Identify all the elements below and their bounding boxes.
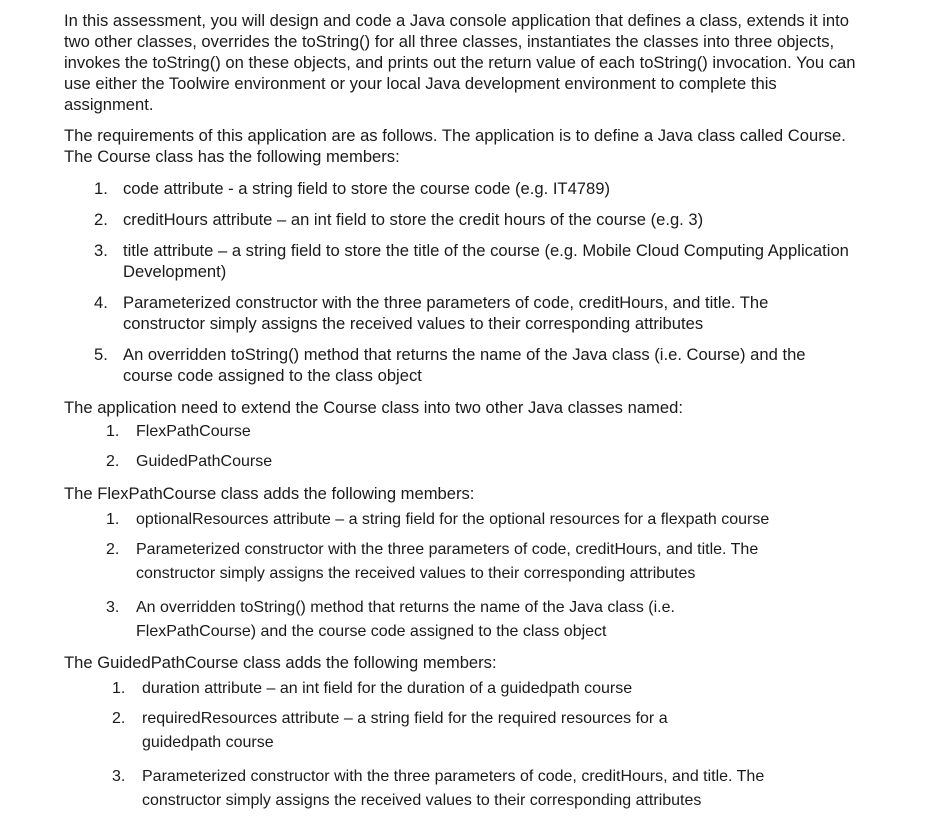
subclasses-list — [106, 421, 272, 481]
list-number: 1. — [112, 680, 126, 697]
list-text: optionalResources attribute – a string field for the optional resources for a flexpath course — [136, 511, 770, 528]
list-number: 3. — [106, 599, 120, 616]
list-item — [94, 240, 854, 282]
list-text: An overridden toString() method that returns the name of the Java class (i.e. FlexPathCourse) and the course code assigned to the class object — [136, 599, 675, 640]
flex-members-list — [106, 508, 846, 644]
requirements-paragraph: The requirements of this application are as follows. The application is to define a Java class called Course. The Course class has the following members: — [64, 126, 846, 166]
list-number: 2. — [106, 541, 120, 558]
list-item — [94, 344, 854, 386]
list-number: 2. — [94, 210, 108, 229]
list-item — [112, 707, 852, 755]
list-item — [94, 292, 854, 334]
list-number: 5. — [94, 345, 108, 364]
list-item — [112, 765, 852, 813]
list-text: Parameterized constructor with the three parameters of code, creditHours, and title. The constructor simply assigns the received values to their corresponding attributes — [142, 768, 765, 809]
list-number: 1. — [94, 179, 108, 198]
list-item — [106, 421, 272, 442]
list-number: 3. — [112, 768, 126, 785]
course-members-list — [94, 178, 854, 396]
list-text: creditHours attribute – an int field to store the credit hours of the course (e.g. 3) — [123, 210, 704, 229]
list-text: An overridden toString() method that returns the name of the Java class (i.e. Course) and the course code assigned to the class object — [123, 345, 806, 385]
list-text: title attribute – a string field to store the title of the course (e.g. Mobile Cloud Computing Application Development) — [123, 241, 849, 281]
list-number: 2. — [112, 710, 126, 727]
flex-heading: The FlexPathCourse class adds the following members: — [64, 484, 475, 503]
list-item — [112, 677, 852, 701]
guided-heading: The GuidedPathCourse class adds the following members: — [64, 653, 497, 672]
list-number: 2. — [106, 453, 120, 470]
list-item — [106, 596, 846, 644]
list-text: Parameterized constructor with the three parameters of code, creditHours, and title. The constructor simply assigns the received values to their corresponding attributes — [136, 541, 759, 582]
list-number: 1. — [106, 511, 120, 528]
intro-paragraph: In this assessment, you will design and code a Java console application that defines a class, extends it into two other classes, overrides the toString() for all three classes, instantiates the classes into three objects, invokes the toString() on these objects, and prints out the return value of each toString() invocation. You can use either the Toolwire environment or your local Java development environment to complete this assignment. — [64, 11, 856, 114]
extend-heading: The application need to extend the Course class into two other Java classes named: — [64, 398, 683, 417]
list-text: FlexPathCourse — [136, 423, 251, 440]
guided-members-list — [112, 677, 852, 813]
list-number: 4. — [94, 293, 108, 312]
list-item — [94, 178, 854, 199]
list-item — [106, 451, 272, 472]
list-item — [106, 508, 846, 532]
list-text: duration attribute – an int field for the duration of a guidedpath course — [142, 680, 633, 697]
list-number: 3. — [94, 241, 108, 260]
list-number: 1. — [106, 423, 120, 440]
list-text: requiredResources attribute – a string field for the required resources for a guidedpath course — [142, 710, 668, 751]
list-text: Parameterized constructor with the three parameters of code, creditHours, and title. The constructor simply assigns the received values to their corresponding attributes — [123, 293, 769, 333]
list-text: GuidedPathCourse — [136, 453, 273, 470]
list-item — [94, 209, 854, 230]
list-item — [106, 538, 846, 586]
list-text: code attribute - a string field to store the course code (e.g. IT4789) — [123, 179, 611, 198]
